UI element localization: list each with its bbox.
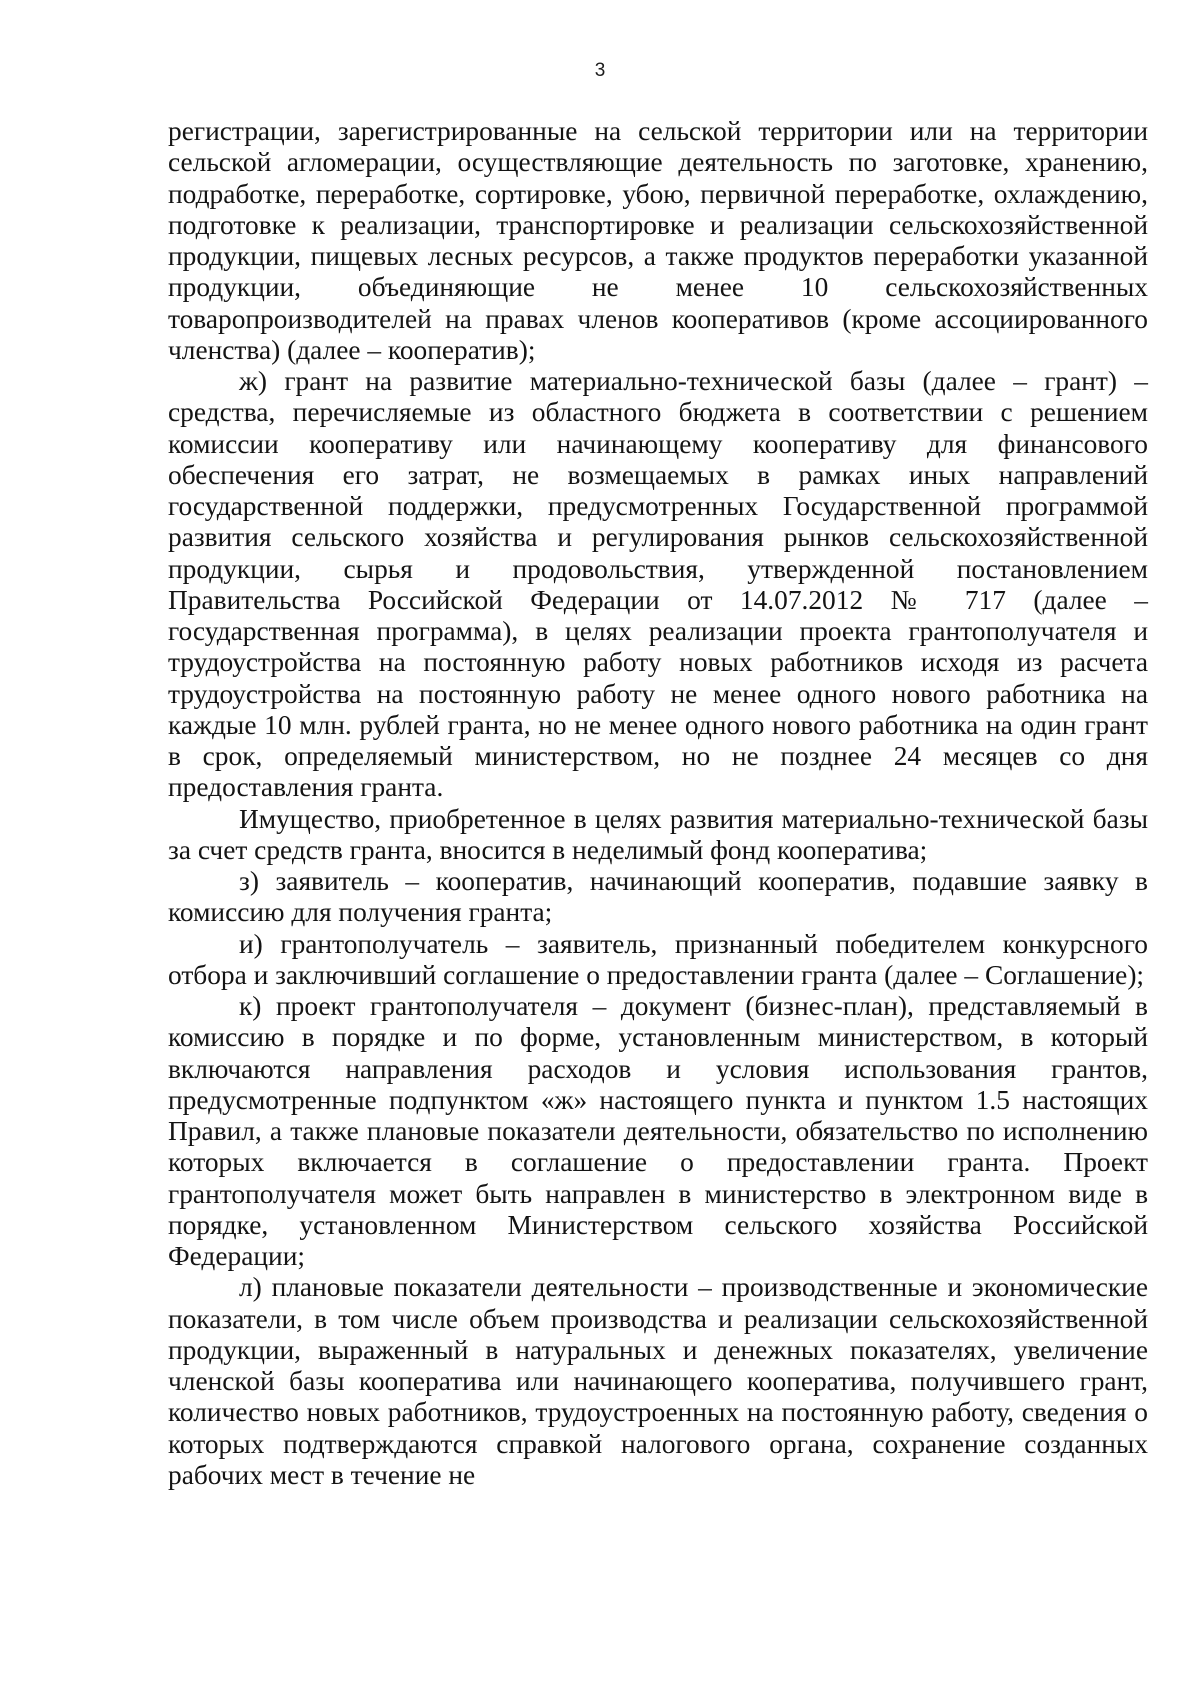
paragraph-k-project: к) проект грантополучателя – документ (бизнес-план), представляемый в комиссию в порядке и по форме, установленным министерством, в который включаются направления расходов и условия использования грантов, предусмотренные подпунктом «ж» настоящего пункта и пунктом 1.5 настоящих Правил, а также плановые показатели деятельности, обязательство по исполнению которых включается в соглашение о предоставлении гранта. Проект грантополучателя может быть направлен в министерство в электронном виде в порядке, установленном Министерством сельского хозяйства Российской Федерации; <box>168 991 1148 1271</box>
paragraph-property: Имущество, приобретенное в целях развития материально-технической базы за счет средств гранта, вносится в неделимый фонд кооператива; <box>168 803 1148 865</box>
page-number: 3 <box>594 60 606 81</box>
paragraph-l-indicators: л) плановые показатели деятельности – производственные и экономические показатели, в том числе объем производства и реализации сельскохозяйственной продукции, выраженный в натуральных и денежных показателях, увеличение членской базы кооператива или начинающего кооператива, получившего грант, количество новых работников, трудоустроенных на постоянную работу, сведения о которых подтверждаются справкой налогового органа, сохранение созданных рабочих мест в течение не <box>168 1272 1148 1490</box>
paragraph-i-grantee: и) грантополучатель – заявитель, признанный победителем конкурсного отбора и заключивший соглашение о предоставлении гранта (далее – Соглашение); <box>168 928 1148 990</box>
paragraph-continuation: регистрации, зарегистрированные на сельской территории или на территории сельской агломерации, осуществляющие деятельность по заготовке, хранению, подработке, переработке, сортировке, убою, первичной переработке, охлаждению, подготовке к реализации, транспортировке и реализации сельскохозяйственной продукции, пищевых лесных ресурсов, а также продуктов переработки указанной продукции, объединяющие не менее 10 сельскохозяйственных товаропроизводителей на правах членов кооперативов (кроме ассоциированного членства) (далее – кооператив); <box>168 116 1148 365</box>
paragraph-z-applicant: з) заявитель – кооператив, начинающий кооператив, подавшие заявку в комиссию для получения гранта; <box>168 866 1148 928</box>
paragraph-zh-grant: ж) грант на развитие материально-технической базы (далее – грант) – средства, перечисляемые из областного бюджета в соответствии с решением комиссии кооперативу или начинающему кооперативу для финансового обеспечения его затрат, не возмещаемых в рамках иных направлений государственной поддержки, предусмотренных Государственной программой развития сельского хозяйства и регулирования рынков сельскохозяйственной продукции, сырья и продовольствия, утвержденной постановлением Правительства Российской Федерации от 14.07.2012 № 717 (далее – государственная программа), в целях реализации проекта грантополучателя и трудоустройства на постоянную работу новых работников исходя из расчета трудоустройства на постоянную работу не менее одного нового работника на каждые 10 млн. рублей гранта, но не менее одного нового работника на один грант в срок, определяемый министерством, но не позднее 24 месяцев со дня предоставления гранта. <box>168 366 1148 803</box>
document-body <box>168 116 1148 1491</box>
